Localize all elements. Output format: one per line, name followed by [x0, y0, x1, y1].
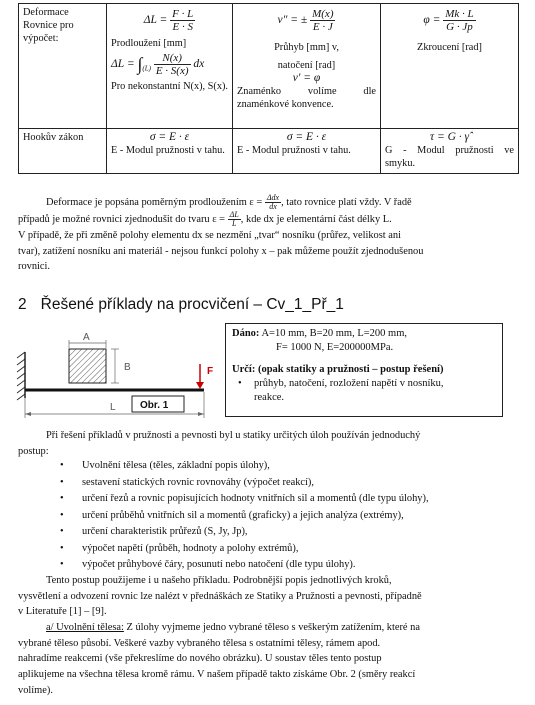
text-line: , tato rovnice platí vždy. V řadě	[281, 196, 412, 208]
section-number: 2	[18, 296, 27, 313]
frac-num: N(x)	[154, 52, 191, 65]
frac-den: E · J	[312, 21, 333, 33]
subheading: a/ Uvolnění tělesa:	[46, 622, 124, 633]
dim-label-a: A	[83, 332, 90, 343]
hooke-formula: σ = E · ε	[286, 131, 327, 143]
procedure-intro	[18, 428, 518, 459]
rotation-text: natočení [rad]	[277, 60, 336, 71]
cell-tension-deformation: ΔL = $\frac{F \cdot L}{E \cdot S}$ Prodloužení [mm] $\Delta L = \int_{(L)}$ $\frac{N(x)}{E \cdot S(x)}$ dx Pro nekonstantní N(x), S(x).	[107, 4, 233, 129]
find-item: průhyb, natočení, rozložení napětí v nosníku,	[254, 378, 444, 389]
force-label: F	[207, 366, 214, 377]
deflection-text: Průhyb [mm] v,	[274, 42, 339, 53]
nonconstant-note: Pro nekonstantní N(x), S(x).	[111, 81, 228, 92]
text-line: případů je možné rovnici zjednodušit do tvaru ε =	[18, 213, 226, 225]
hooke-note: E - Modul pružnosti v tahu.	[111, 145, 225, 156]
beam-figure	[14, 326, 220, 422]
list-item: • Uvolnění tělesa (těles, základní popis úlohy),	[60, 460, 270, 471]
table-row	[19, 4, 519, 129]
frac-den: L	[231, 219, 237, 228]
formula-lhs: φ =	[423, 14, 441, 27]
section-heading	[18, 296, 344, 314]
formula-lhs: ΔL =	[143, 14, 168, 27]
text-line: volíme).	[18, 684, 53, 696]
integral-lhs: ΔL =	[111, 58, 135, 71]
integral-sub: (L)	[142, 64, 151, 73]
text-line: nahradíme reakcemi (vše překreslíme do nového obrázku). U soustav těles tento postup	[18, 653, 382, 665]
cell-torsion-hooke	[381, 129, 519, 174]
frac-den: E · S(x)	[155, 65, 189, 77]
dim-label-b: B	[124, 362, 131, 373]
formula-lhs: v″ = ±	[277, 14, 308, 27]
list-item: • výpočet napětí (průběh, hodnoty a polohy extrémů),	[60, 542, 299, 554]
find-item: reakce.	[254, 392, 285, 403]
dim-label-l: L	[110, 402, 116, 413]
cell-bending-deformation	[233, 4, 381, 129]
twist-text: Zkroucení [rad]	[417, 42, 482, 53]
text-line: vybrané těleso působí. Veškeré vazby vybraného tělesa s ostatními tělesy, rámem apod.	[18, 637, 381, 649]
frac-num: ΔL	[229, 210, 239, 219]
cell-torsion-deformation	[381, 4, 519, 129]
wall-hatch	[17, 352, 25, 400]
given-box: Dáno: A=10 mm, B=20 mm, L=200 mm, F= 1000 N, E=200000MPa. Určí: (opak statiky a pružnosti – postup řešení) • průhyb, natočení, rozložení napětí v nosníku, reakce.	[225, 323, 503, 417]
given-line: A=10 mm, B=20 mm, L=200 mm,	[261, 328, 407, 339]
hooke-note: G - Modul pružnosti ve smyku.	[385, 145, 514, 169]
table-row	[19, 129, 519, 174]
list-item: • určení charakteristik průřezů (S, Jy, Jp),	[60, 526, 248, 537]
hooke-note: E - Modul pružnosti v tahu.	[237, 145, 351, 156]
frac-num: M(x)	[312, 8, 334, 20]
deformation-paragraph	[18, 194, 518, 275]
frac-den: E · S	[172, 21, 193, 33]
text-line: Tento postup použijeme i u našeho příkladu. Podrobnější popis jednotlivých kroků,	[46, 575, 392, 586]
text-line: aplikujeme na všechna tělesa kromě rámu. V našem případě takto získáme Obr. 2 (směry reakcí	[18, 669, 416, 681]
text-line: v Literatuře [1] – [9].	[18, 606, 107, 618]
frac-den: G · Jp	[446, 21, 473, 33]
cell-tension-hooke	[107, 129, 233, 174]
frac-den: dx	[269, 202, 277, 211]
figure-caption: Obr. 1	[140, 400, 169, 411]
given-label: Dáno:	[232, 328, 260, 339]
row-label-hooke: Hookův zákon	[19, 129, 107, 174]
list-item: • sestavení statických rovnic rovnováhy (výpočet reakcí),	[60, 476, 314, 488]
release-body-paragraph	[18, 620, 518, 699]
procedure-reference	[18, 573, 518, 620]
cross-section	[69, 349, 106, 383]
section-title: Řešené příklady na procvičení – Cv_1_Př_1	[40, 296, 344, 313]
text-line: Deformace je popsána poměrným prodloužením ε =	[46, 196, 263, 208]
hooke-formula: τ = G · γ̂	[429, 131, 470, 143]
text-line: Při řešení příkladů v pružnosti a pevnosti byl u statiky určitých úloh používán jednoduchý	[46, 430, 421, 441]
text-line: Z úlohy vyjmeme jedno vybrané těleso s veškerým zatížením, které na	[123, 622, 420, 633]
row-label-deformation: Deformace Rovnice pro výpočet:	[19, 4, 107, 129]
procedure-list	[60, 458, 520, 574]
sign-convention-note: Znaménko volíme dle znaménkové konvence.	[237, 86, 376, 110]
list-item: • výpočet průhybové čáry, posunutí nebo natočení (dle typu úlohy).	[60, 559, 356, 570]
given-line: F= 1000 N, E=200000MPa.	[276, 342, 394, 353]
elongation-text: Prodloužení [mm]	[111, 38, 187, 49]
list-item: • určení řezů a rovnic popisujících hodnoty vnitřních sil a momentů (dle typu úlohy),	[60, 493, 429, 504]
text-line: vysvětlení a odvození rovnic lze nalézt v přednáškách ze Statiky a Pružnosti a pevnosti, případně	[18, 590, 422, 602]
text-line: postup:	[18, 445, 49, 457]
frac-num: Mk · L	[445, 8, 474, 20]
hooke-formula: σ = E · ε	[149, 131, 190, 143]
frac-num: F · L	[172, 8, 194, 20]
text-line: rovnici.	[18, 261, 51, 273]
integral-dx: dx	[193, 58, 205, 71]
text-line: tvar), zatížení nosníku ani materiál - nejsou funkcí polohy x – pak můžeme použít zjednodušenou	[18, 245, 424, 257]
text-line: , kde dx je elementární část délky L.	[240, 213, 392, 225]
list-item: • určení průběhů vnitřních sil a momentů (graficky) a jejich analýza (extrémy),	[60, 509, 404, 521]
text-line: V případě, že při změně polohy elementu dx se nezmění „tvar“ nosníku (průřez, velikost ani	[18, 230, 401, 241]
rotation-formula: v′ = φ	[292, 72, 321, 84]
frac-num: Δdx	[266, 193, 280, 202]
find-label: Určí: (opak statiky a pružnosti – postup řešení)	[232, 364, 444, 375]
formula-table	[18, 3, 519, 174]
cell-bending-hooke	[233, 129, 381, 174]
